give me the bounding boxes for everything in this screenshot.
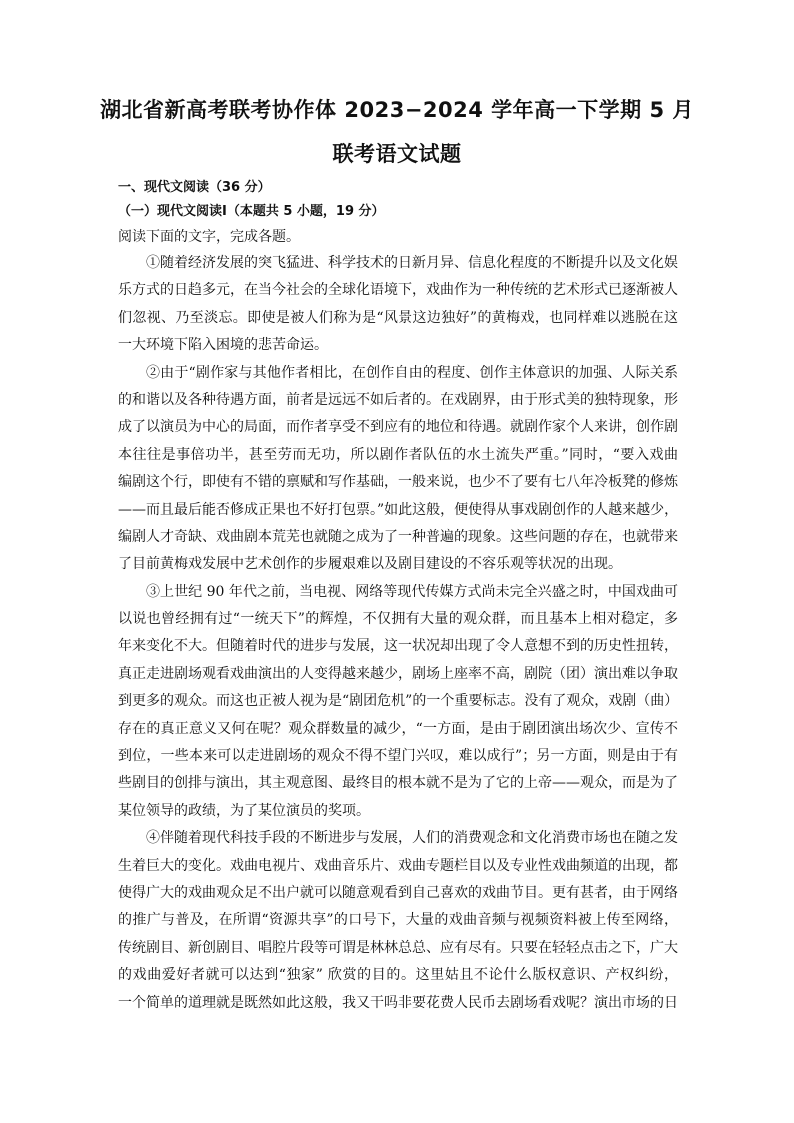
- paragraph-1: [118, 250, 678, 360]
- paragraph-line: 某位领导的政绩，为了某位演员的奖项。: [118, 802, 370, 819]
- paragraph-line: ③上世纪 90 年代之前，当电视、网络等现代传媒方式尚未完全兴盛之时，中国戏曲可: [146, 583, 678, 600]
- paragraph-line: 们忽视、乃至淡忘。即使是被人们称为是“风景这边独好”的黄梅戏，也同样难以逃脱在这: [118, 309, 678, 326]
- paragraph-line: 使得广大的戏曲观众足不出户就可以随意观看到自己喜欢的戏曲节目。更有甚者，由于网络: [118, 884, 678, 901]
- paragraph-line: ②由于“剧作家与其他作者相比，在创作自由的程度、创作主体意识的加强、人际关系: [146, 364, 678, 381]
- paragraph-4: [118, 825, 678, 1017]
- document-body: [118, 176, 678, 1017]
- paragraph-line: 一个简单的道理就是既然如此这般，我又干吗非要花费人民币去剧场看戏呢？演出市场的日: [118, 994, 678, 1011]
- paragraph-line: ④伴随着现代科技手段的不断进步与发展，人们的消费观念和文化消费市场也在随之发: [146, 830, 678, 847]
- section-heading: 一、现代文阅读（36 分）: [118, 180, 271, 195]
- paragraph-line: 到更多的观众。而这也正被人视为是“剧团危机”的一个重要标志。没有了观众，戏剧（曲）: [118, 693, 678, 710]
- paragraph-line: 成了以演员为中心的局面，而作者享受不到应有的地位和待遇。就剧作家个人来讲，创作剧: [118, 419, 678, 436]
- document-title-line2: 联考语文试题: [332, 142, 462, 166]
- paragraph-line: 乐方式的日趋多元，在当今社会的全球化语境下，戏曲作为一种传统的艺术形式已逐渐被人: [118, 282, 678, 299]
- paragraph-line: ——而且最后能否修成正果也不好打包票。”如此这般，便使得从事戏剧创作的人越来越少，: [118, 501, 678, 518]
- paragraph-line: 年来变化不大。但随着时代的进步与发展，这一状况却出现了令人意想不到的历史性扭转，: [118, 638, 678, 655]
- paragraph-line: 到位，一些本来可以走进剧场的观众不得不望门兴叹，难以成行”；另一方面，则是由于有: [118, 748, 678, 765]
- paragraph-line: 传统剧目、新创剧目、唱腔片段等可谓是林林总总、应有尽有。只要在轻轻点击之下，广大: [118, 939, 678, 956]
- paragraph-line: 一大环境下陷入困境的悲苦命运。: [118, 337, 328, 354]
- reading-instruction: 阅读下面的文字，完成各题。: [118, 229, 300, 245]
- paragraph-line: 编剧这个行，即使有不错的禀赋和写作基础，一般来说，也少不了要有七八年冷板凳的修炼: [118, 474, 678, 491]
- paragraph-3: [118, 579, 678, 826]
- paragraph-2: [118, 360, 678, 579]
- paragraph-line: 生着巨大的变化。戏曲电视片、戏曲音乐片、戏曲专题栏目以及专业性戏曲频道的出现，都: [118, 857, 678, 874]
- paragraph-line: 的和谐以及各种待遇方面，前者是远远不如后者的。在戏剧界，由于形式美的独特现象，形: [118, 391, 678, 408]
- subsection-heading: （一）现代文阅读Ⅰ（本题共 5 小题，19 分）: [118, 204, 385, 219]
- paragraph-line: 了目前黄梅戏发展中艺术创作的步履艰难以及剧目建设的不容乐观等状况的出现。: [118, 556, 622, 573]
- document-title-line1: 湖北省新高考联考协作体 2023−2024 学年高一下学期 5 月: [100, 98, 694, 122]
- paragraph-line: 的推广与普及，在所谓“资源共享”的口号下，大量的戏曲音频与视频资料被上传至网络，: [118, 912, 678, 929]
- paragraph-line: 编剧人才奇缺、戏曲剧本荒芜也就随之成为了一种普遍的现象。这些问题的存在，也就带来: [118, 528, 678, 545]
- paragraph-line: 的戏曲爱好者就可以达到“独家” 欣赏的目的。这里姑且不论什么版权意识、产权纠纷，: [118, 967, 678, 984]
- paragraph-line: 以说也曾经拥有过“一统天下”的辉煌，不仅拥有大量的观众群，而且基本上相对稳定，多: [118, 611, 678, 628]
- paragraph-line: 本往往是事倍功半，甚至劳而无功，所以剧作者队伍的水土流失严重。”同时，“要入戏曲: [118, 446, 678, 463]
- paragraph-line: 存在的真正意义又何在呢？观众群数量的减少，“一方面，是由于剧团演出场次少、宣传不: [118, 720, 678, 737]
- paragraph-line: 真正走进剧场观看戏曲演出的人变得越来越少，剧场上座率不高，剧院（团）演出难以争取: [118, 665, 678, 682]
- paragraph-line: 些剧目的创排与演出，其主观意图、最终目的根本就不是为了它的上帝——观众，而是为了: [118, 775, 678, 792]
- paragraph-line: ①随着经济发展的突飞猛进、科学技术的日新月异、信息化程度的不断提升以及文化娱: [146, 255, 678, 271]
